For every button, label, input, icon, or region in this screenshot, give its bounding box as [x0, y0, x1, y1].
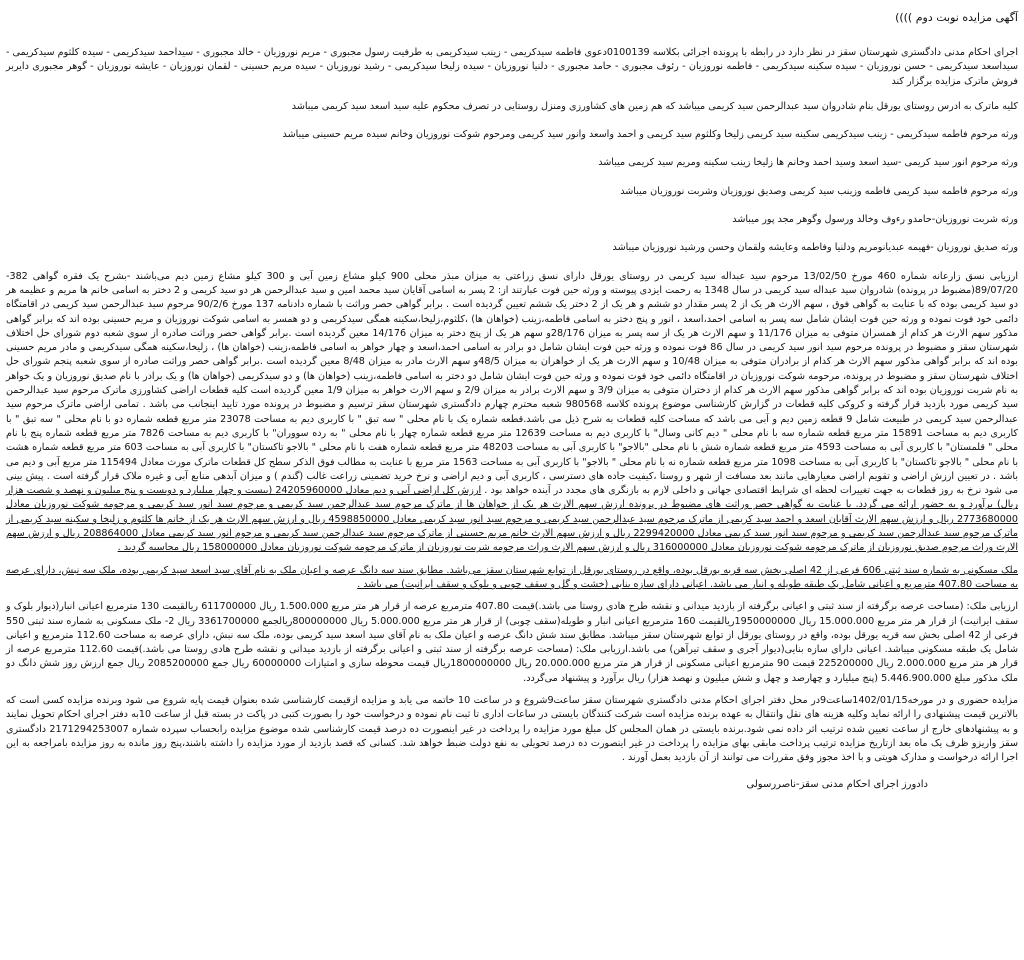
heirs-line: ورثه مرحوم انور سید کریمی -سید اسعد وسید احمد وخانم ها زلیخا زینب سکینه ومریم سید کریمی میباشد [598, 157, 1018, 169]
valuation-paragraph [6, 270, 1018, 556]
valuation-underlined-text: ارزش کل اراضی آبی و دیم معادل 24205960000 (بیست و چهار میلیارد و دویست و پنج میلیون و نهصد و شصت هزار ریال) برآورد و به حضور ارائه می گردد. با عنایت به گواهی حصر وراثت های مضبوط در پرونده ارزش سهم الارث هر یک از خواهان ها از ماترک مرحوم سید عبدالرحمن سید کریمی و مرحوم سید انور سید کریمی و مرحومه شوکت نوروزیان معادل 2773680000 ریال و ارزش سهم الارث آقایان اسعد و احمد سید کریمی از ماترک مرحوم سید عبدالرحمن سید کریمی و مرحوم سید انور سید کریمی معادل 4598850000 ریال و ارزش سهم الارث هر یک از خانم ها کلثوم و زلیخا و سکینه سید کریمی از ماترک مرحوم سید عبدالرحمن سید کریمی و مرحوم سید انور سید کریمی معادل 2299420000 ریال و ارزش سهم الارث خانم مریم حسینی از ماترک مرحوم سید عبدالرحمن سید کریمی و مرحوم انور سید کریمی معادل 208864000 ریال و ارزش سهم الارث وراث مرحوم صدیق نوروزیان از ماترک مرحومه شوکت نوروزیان معادل 316000000 ریال و ارزش سهم الارث وراث مرحومه شربت نوروزیان از ماترک مرحومه شوکت نوروزیان معادل 158000000 ریال محاسبه گردید . [6, 485, 1019, 554]
heirs-line: ورثه مرحوم فاطمه سید کریمی فاطمه وزینب سید کریمی وصدیق نوروزیان وشربت نوروزیان میباشد [620, 185, 1018, 197]
property-underlined-text: ملک مسکونی به شماره سند ثبتی 606 فرعی از 42 اصلی بخش سه قریه یورقل بوده، واقع در روستای یورقل از توابع شهرستان سقز می‌باشد. مطابق سند سه دانگ عرصه و اعیان ملک به نام آقای سید اسعد سید کریمی بوده، ملک سه نبش، دارای عرصه به مساحت 407.80 مترمربع و اعیانی شامل یک طبقه طویله و انبار می باشد. اعیانی دارای سازه بنایی (خشت و گل و سقف چوبی و بلوک و سقف ایرانیت) می باشد . [6, 564, 1018, 590]
heirs-line: ورثه مرحوم فاطمه سیدکریمی - زینب سیدکریمی سکینه سید کریمی زلیخا وکلثوم سید کریمی و احمد واسعد وانور سید کریمی ومرحوم شوکت نوروزیان وخانم سیده مریم حسینی میباشد [282, 129, 1018, 141]
heirs-line: ورثه شربت نوروزیان-حامدو رءوف وخالد ورسول وگوهر مجد پور میباشد [732, 214, 1018, 226]
valuation-main-text: ارزیابی نسق زارعانه شماره 460 مورخ 13/02/50 مرحوم سید عبداله سید کریمی در روستای یورقل دارای نسق زراعتی به میزان مبذر محلی 900 کیلو مشاع زمین آبی و 300 کیلو مشاع زمین دیم می‌باشند -بشرح یک فقره گواهی 382-89/07/20(مضبوط در پرونده) شادروان سید عبداله سید کریمی در سال 1348 به رحمت ایزدی پیوسته و ورثه حین فوت عبارتند از: 2 پسر به اسامی آقایان سید محمد امین و سید عبدالرحمن هر دو سید کریمی و 2 دختر به اسامی خانم ها مریم و عظیمه هر دو سید کریمی بوده که با عنایت به گواهی فوق ، سهم الارث هر یک از 2 پسر مقدار دو ششم و هر یک از 2 دختر یک ششم تعیین گردیده است . برابر گواهی حصر وراثت با شماره دادنامه 137 مورخ 90/2/6 مرحوم سید عبدالرحمن سید کریمی در اقامتگاه دائمی خود فوت نموده و ورثه حین فوت ایشان شامل سه پسر به اسامی احمد،اسعد ، انور و پنج دختر به اسامی فاطمه،زینب (خواهان ها) ،کلثوم،زلیخا،سکینه همگی سیدکریمی و دو همسر به اسامی شوکت نوروزیان و مریم حسینی بوده اند که برابر گواهی مذکور سهم الارث هر کدام از همسران متوفی به میزان 11/176 و سهم الارث هر یک از سه پسر به میزان 28/176و سهم هر یک از پنج دختر به میزان 14/176 معین گردیده است .برابر گواهی حصر وراثت صادره از سوی شعبه دوم شورای حل اختلاف شهرستان سقز و مضبوط در پرونده مرحوم سید انور سید کریمی در سال 86 فوت نموده و ورثه حین فوت ایشان شامل دو برادر به اسامی احمد،اسعد و چهار خواهر به اسامی فاطمه،زینب (خواهان ها) ، زلیخا،سکینه همگی سیدکریمی و مادر مریم حسینی بوده اند که برابر گواهی مذکور سهم الارث هر کدام از برادران متوفی به میزان 10/48 و سهم الارث هر یک از خواهران به میزان 48/5و سهم الارث مادر به میزان 8/48 معین گردیده است .برابر گواهی حصر وراثت صادره از سوی شعبه پنجم شورای حل اختلاف شهرستان سقز و مضبوط در پرونده، مرحومه شوکت نوروزیان در اقامتگاه دائمی خود فوت نموده و ورثه حین فوت ایشان شامل دو دختر به اسامی فاطمه،زینب (خواهان ها) و دو سیدکریمی (خواهان ها) و یک برادر با نام صدیق نوروزیان و یک خواهر به نام شربت نوروزیان بوده اند که برابر گواهی مذکور سهم الارث هر کدام از دختران متوفی به میزان 3/9 و سهم الارث برادر به میزان 2/9 و سهم الارث خواهر به میزان 1/9 معین گردیده است کلیه قطعات اراضی کشاورزی ماترک مرحوم سید عبدالرحمن سید کریمی مورد بازدید قرار گرفته و کروکی کلیه قطعات در گزارش کارشناسی موضوع پرونده کلاسه 980568 شعبه محترم چهارم دادگستری شهرستان سقز ترسیم و مضبوط در پرونده مورد تایید اینجانب می باشد . تمامی اراضی ماترک مرحوم سید عبدالرحمن سید کریمی در طبیعت شامل 9 قطعه زمین دیم و آبی می باشد که مساحت کلیه قطعات به شرح ذیل می باشد.قطعه شماره یک با نام محلی " سه تبق " با کاربری دیم به مساحت 23078 متر مربع قطعه شماره دو با نام محلی " سه تبق " با کاربری دیم به مساحت 15891 متر مربع قطعه شماره سه با نام محلی " دیم کانی وسال" با کاربری دیم به مساحت 12639 متر مربع قطعه شماره چهار با نام محلی " به رده سووران" با کاربری دیم به مساحت 7826 متر مربع قطعه شماره پنج با نام محلی " قلمستان" با کاربری آبی به مساحت 4593 متر مربع قطعه شماره شش با نام محلی "بالاجو" با کاربری آبی به مساحت 48203 متر مربع قطعه شماره هفت با نام محلی " بالاجو تاکستان" با کاربری آبی به مساحت 603 متر مربع قطعه شماره هشت با نام محلی " بالاجو تاکستان" با کاربری آبی به مساحت 1098 متر مربع قطعه شماره نه با نام محلی " بالاجو" با کاربری آبی به مساحت 1563 متر مربع با عنایت به مطالب فوق الذکر سطح کل قطعات ماترک مورث معادل 115494 متر مربع آبی و دیم می باشد . در تعیین ارزش اراضی و تقویم اراضی معیارهایی مانند بعد مسافت از شهر و روستا ،کیفیت جاده های دسترسی ، کاربری آبی و دیم اراضی و نرخ خرید تضمینی زراعت غالب (گندم ) و میزان آبدهی منابع آبی و غیره ملاک قرار گرفته است . پیش بینی می شود نرخ به روز قطعات به جهت تغییرات لحظه ای شرایط اقتصادی جهانی و داخلی لازم به بازنگری های مجدد در آینده خواهد بود . [6, 270, 1019, 497]
heirs-line: ورثه صدیق نوروزیان -فهیمه عبدیانومریم ودلنیا وفاطمه وعایشه ولقمان وحسن ورشید نوروزیان میباشد [612, 242, 1018, 254]
auction-terms-paragraph: مزایده حضوری و در مورخه1402/01/15ساعت9در محل دفتر اجرای احکام مدنی دادگستری شهرستان سقز ساعت9شروع و در ساعت 10 خاتمه می یابد و مزایده ازقیمت کارشناسی شده بعنوان قیمت پایه شروع می شود وبرنده مزایده کسی است که بالاترین قیمت پیشنهادی را ارائه نماید وکلیه هزینه های نقل وانتقال به عهده برنده مزایده است شرکت کنندگان بایستی در ساعات اداری تا ثبت نام نموده و درخواست خود را بصورت کتبی در پاکت در بسته قبل از ساعت 10به دفتر اجرای احکام تحویل نمایند و به پیشنهادهای خارج از ساعت تعیین شده ترتیب اثر داده نمی شود.برنده بایستی در همان المجلس کل مبلغ مورد مزایده را پرداخت در غیر اینصورت ده درصد قیمت کارشناسی شده موضوع مزایده رابحساب سپرده شماره 2171294253007 دادگستری سقز واریزو ظرف یک ماه بعد ازتاریخ مزایده ترتیب پرداخت مابقی بهای مزایده را پرداخت در غیر اینصورت ده درصد تحویلی به نفع دولت ضبط خواهد شد. کسانی که قصد بازدید از مورد مزایده را داشته باشند،پنج روز مانده به روز مزایده بامراجعه به این اجرا ارائه درخواست و مدارک هویتی و با اخذ مجوز وفق مقررات می توانند از آن بازدید بعمل آورند . [6, 694, 1018, 764]
property-paragraph [6, 564, 1018, 593]
signature-line: دادورز اجرای احکام مدنی سقز-ناصررسولی [746, 779, 928, 791]
intro-paragraph: اجرای احکام مدنی دادگستری شهرستان سقز در نظر دارد در رابطه با پرونده اجرائی بکلاسه 0100139دعوی فاطمه سیدکریمی - زینب سیدکریمی به طرفیت رسول مجبوری - مریم نوروزیان - خالد مجبوری - سیداحمد سیدکریمی - سیده کلثوم سیدکریمی - سیداسعد سیدکریمی - حسن نوروزیان - سیده سکینه سیدکریمی - فاطمه نوروزیان - رئوف مجبوری - حامد مجبوری - دلنیا نوروزیان - سیده زلیخا سیدکریمی - رشید نوروزیان - سیده مریم حسینی - لقمان نوروزیان - عایشه نوروزیان - گوهر مجبوری دایربر فروش ماترک مزایده برگزار کند [6, 47, 1018, 87]
estate-paragraph: کلیه ماترک به ادرس روستای یورقل بنام شادروان سید عبدالرحمن سید کریمی میباشد که هم زمین های کشاورزی ومنزل روستایی در تصرف محکوم علیه سید اسعد سید کریمی میباشد [291, 100, 1018, 112]
property-valuation-paragraph: ارزیابی ملک: (مساحت عرصه برگرفته از سند ثبتی و اعیانی برگرفته از بازدید میدانی و نقشه طرح هادی روستا می باشد.)قیمت 407.80 مترمربع عرصه از قرار هر متر مربع 1.500.000 ریال 611700000 ریالقیمت 130 مترمربع اعیانی انبار(دیوار بلوک و سقف ایرانیت) از قرار هر متر مربع 15.000.000 ریال 1950000000ریالقیمت 160 مترمربع اعیانی انبار و طویله(سقف چوبی) از قرار هر متر مربع 5.000.000 ریال 800000000ریالجمع 3361700000 ریال 2- ملک مسکونی به شماره سند ثبتی 550 فرعی از 42 اصلی بخش سه قریه یورقل بوده، واقع در روستای یورقل از توابع شهرستان سقز میباشد. مطابق سند شش دانگ عرصه و اعیان ملک به نام آقای سید اسعد سید کریمی بوده، ملک سه نبش، دارای عرصه به مساحت 112.60 مترمربع و اعیانی شامل یک طبقه مسکونی میباشد. اعیانی دارای سازه بنایی(دیوار آجری و سقف تیرآهن) می باشد.ارزیابی ملک: (مساحت عرصه برگرفته از سند ثبتی و اعیانی برگرفته از بازدید میدانی و نقشه طرح هادی روستا می باشد.)قیمت 112.60 مترمربع عرصه از قرار هر متر مربع 2.000.000 ریال 225200000 قیمت 90 مترمربع اعیانی مسکونی از قرار هر متر مربع 20.000.000 ریال 1800000000ریال قیمت محوطه سازی و امتیازات 60000000 ریال جمع 2085200000 ریال جمع ارزش روز شش دانگ دو ملک مذکور مبلغ 5.446.900.000 (پنج میلیارد و چهارصد و چهل و شش میلیون و نهصد هزار) ریال برآورد و پیشنهاد می‌گردد. [6, 601, 1019, 684]
notice-heading: آگهی مزایده نوبت دوم )))) [895, 11, 1018, 24]
